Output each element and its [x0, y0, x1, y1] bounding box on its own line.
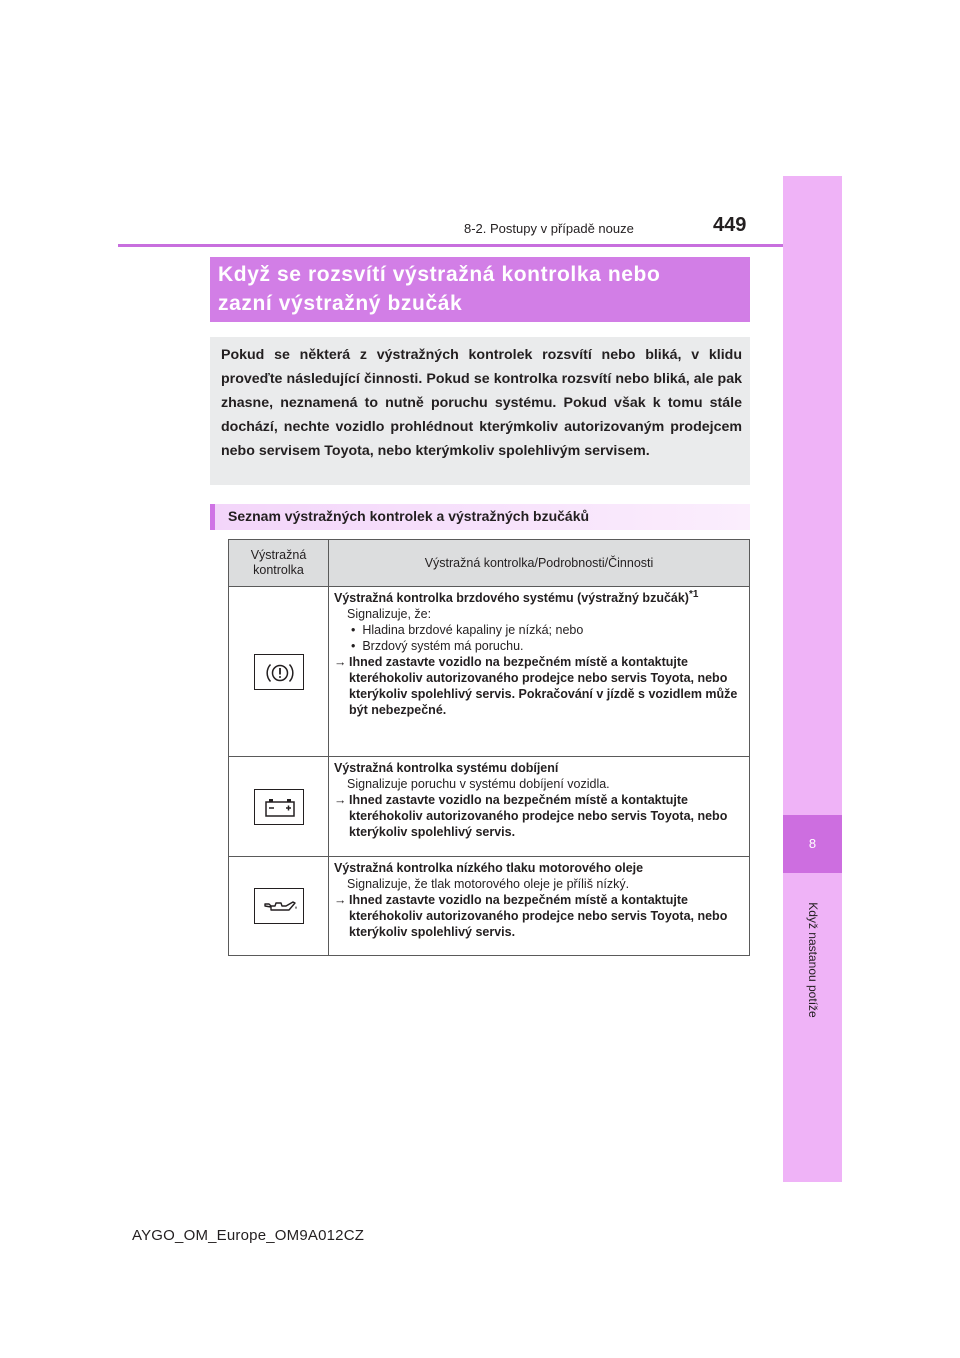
column-header-light: Výstražná kontrolka — [229, 540, 329, 587]
warning-action: → Ihned zastavte vozidlo na bezpečném místě a kontaktujte kteréhokoliv autorizovaného prodejce nebo servis Toyota, nebo kterýkoliv spolehlivý servis. Pokračování v jízdě s vozidlem může být nebezpečné. — [334, 655, 738, 717]
warning-detail: Signalizuje poruchu v systému dobíjení vozidla. — [347, 777, 610, 791]
chapter-title: Když nastanou potíže — [806, 902, 820, 1018]
header-rule — [118, 244, 783, 247]
warning-title: Výstražná kontrolka brzdového systému (výstražný bzučák)$^{*1}$ — [334, 588, 699, 605]
battery-charging-icon — [254, 789, 304, 825]
page-heading-line-1: Když se rozsvítí výstražná kontrolka nebo — [218, 263, 661, 286]
page-heading-line-2: zazní výstražný bzučák — [218, 292, 463, 315]
brake-warning-icon — [254, 654, 304, 690]
chapter-number: 8 — [783, 815, 842, 873]
subheading-label: Seznam výstražných kontrolek a výstražných bzučáků — [228, 508, 590, 524]
page-number: 449 — [713, 214, 747, 236]
table-row — [229, 757, 750, 857]
table-row — [229, 587, 750, 757]
warning-action: → Ihned zastavte vozidlo na bezpečném místě a kontaktujte kteréhokoliv autorizovaného prodejce nebo servis Toyota, nebo kterýkoliv spolehlivý servis. — [334, 893, 728, 939]
column-header-details: Výstražná kontrolka/Podrobnosti/Činnosti — [329, 540, 750, 587]
warning-title: Výstražná kontrolka systému dobíjení — [334, 761, 559, 775]
warning-title: Výstražná kontrolka nízkého tlaku motorového oleje — [334, 861, 644, 875]
page-heading — [210, 257, 750, 322]
chapter-side-tab — [783, 176, 842, 1182]
arrow-right-icon: → — [334, 655, 347, 669]
oil-pressure-icon — [254, 888, 304, 924]
subheading — [210, 504, 750, 530]
section-title: 8-2. Postupy v případě nouze — [464, 221, 634, 236]
intro-text: Pokud se některá z výstražných kontrolek rozsvítí nebo bliká, v klidu proveďte následující činnosti. Pokud se kontrolka rozsvítí nebo bliká, ale pak zhasne, neznamená to nutně poruchu systému. Pokud však k tomu stále dochází, nechte vozidlo prohlédnout kterýmkoliv autorizovaným prodejcem nebo servisem Toyota, nebo kterýmkoliv spolehlivým servisem. — [210, 337, 750, 485]
warning-action: → Ihned zastavte vozidlo na bezpečném místě a kontaktujte kteréhokoliv autorizovaného prodejce nebo servis Toyota, nebo kterýkoliv spolehlivý servis. — [334, 793, 728, 839]
list-item: • Hladina brzdové kapaliny je nízká; nebo — [351, 623, 584, 637]
list-item: • Brzdový systém má poruchu. — [351, 639, 524, 653]
table-row — [229, 857, 750, 956]
arrow-right-icon: → — [334, 793, 347, 807]
warning-detail: Signalizuje, že: — [347, 607, 432, 621]
arrow-right-icon: → — [334, 893, 347, 907]
warning-detail: Signalizuje, že tlak motorového oleje je příliš nízký. — [347, 877, 630, 891]
footer-document-code: AYGO_OM_Europe_OM9A012CZ — [132, 1227, 365, 1244]
warning-lights-table — [228, 539, 750, 956]
table-header-row — [229, 540, 750, 587]
